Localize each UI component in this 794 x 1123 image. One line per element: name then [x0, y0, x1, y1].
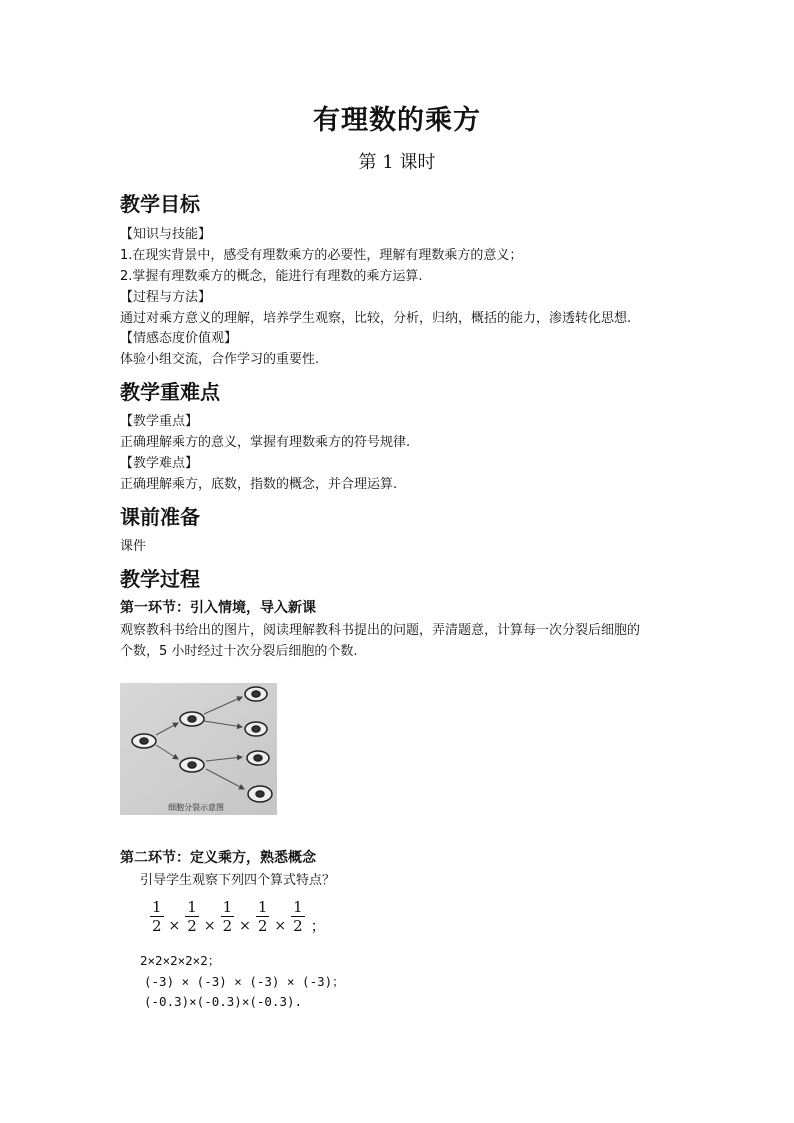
- process-item-1: 通过对乘方意义的理解，培养学生观察，比较，分析，归纳，概括的能力，渗透转化思想.: [120, 311, 632, 326]
- step1-text-line1: 观察教科书给出的图片，阅读理解教科书提出的问题，弄清题意，计算每一次分裂后细胞的: [120, 623, 641, 638]
- section-heading-preparation: 课前准备: [120, 505, 200, 529]
- page-subtitle: 第 1 课时: [358, 152, 436, 173]
- knowledge-item-1: 1.在现实背景中，感受有理数乘方的必要性，理解有理数乘方的意义；: [120, 248, 523, 263]
- step2-intro: 引导学生观察下列四个算式特点？: [140, 873, 336, 888]
- emotion-item-1: 体验小组交流，合作学习的重要性.: [120, 352, 320, 367]
- focus-item-1: 正确理解乘方的意义，掌握有理数乘方的符号规律.: [120, 435, 411, 450]
- fraction-expression: [148, 896, 326, 938]
- times-sign: ×: [203, 918, 216, 934]
- step2-title: 第二环节：定义乘方，熟悉概念: [120, 850, 316, 866]
- process-tag: 【过程与方法】: [120, 290, 212, 305]
- expression-2: 2×2×2×2×2；: [140, 953, 221, 968]
- fraction-4: $\frac{1}{2}$: [257, 898, 268, 935]
- step1-title: 第一环节：引入情境，导入新课: [120, 600, 316, 616]
- cell-division-figure: [120, 683, 277, 815]
- semicolon: ；: [310, 916, 326, 935]
- times-sign: ×: [168, 918, 181, 934]
- step1-text-line2: 个数，5 小时经过十次分裂后细胞的个数.: [120, 644, 358, 659]
- knowledge-tag: 【知识与技能】: [120, 227, 212, 242]
- fraction-2: $\frac{1}{2}$: [187, 898, 197, 935]
- knowledge-item-2: 2.掌握有理数乘方的概念，能进行有理数的乘方运算.: [120, 269, 423, 284]
- figure-caption: 细胞分裂示意图: [168, 803, 224, 812]
- page-title: 有理数的乘方: [313, 105, 481, 136]
- section-heading-process: 教学过程: [120, 567, 200, 591]
- emotion-tag: 【情感态度价值观】: [120, 331, 238, 346]
- times-sign: ×: [274, 918, 287, 934]
- fraction-5: $\frac{1}{2}$: [293, 898, 303, 935]
- section-heading-objectives: 教学目标: [120, 192, 200, 216]
- focus-tag: 【教学重点】: [120, 414, 199, 429]
- times-sign: ×: [239, 918, 251, 934]
- expression-4: (-0.3)×(-0.3)×(-0.3).: [144, 994, 303, 1009]
- preparation-item: 课件: [120, 539, 147, 554]
- section-heading-key-points: 教学重难点: [120, 380, 220, 404]
- fraction-1: $\frac{1}{2}$: [152, 898, 162, 935]
- expression-3: (-3) × (-3) × (-3) × (-3)；: [144, 974, 345, 989]
- fraction-3: $\frac{1}{2}$: [222, 898, 233, 935]
- difficulty-item-1: 正确理解乘方，底数，指数的概念，并合理运算.: [120, 477, 398, 492]
- difficulty-tag: 【教学难点】: [120, 456, 199, 471]
